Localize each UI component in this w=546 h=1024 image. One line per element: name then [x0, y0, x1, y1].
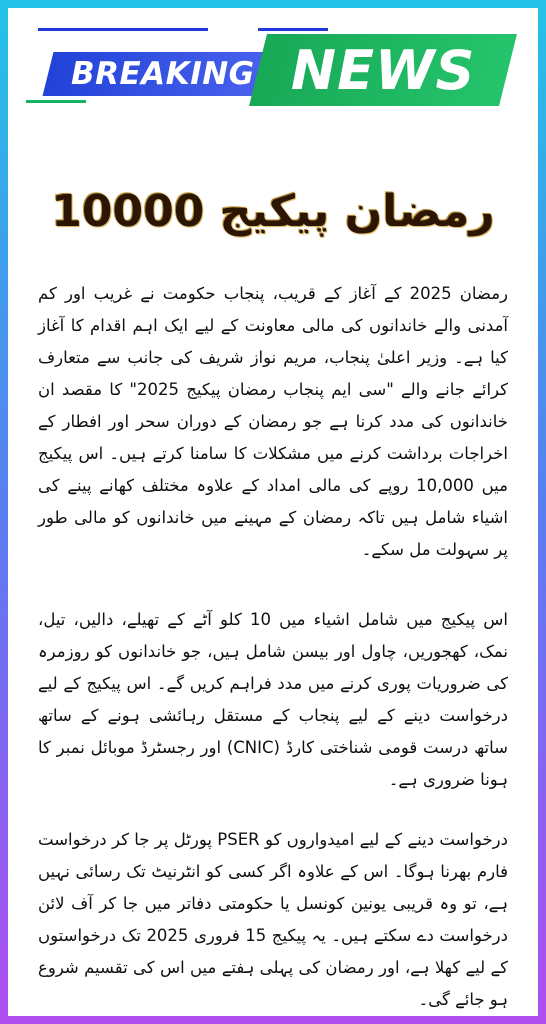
decor-stripe: [258, 28, 328, 31]
news-label-box: [249, 34, 517, 106]
article-paragraph-3: درخواست دینے کے لیے امیدواروں کو PSER پورٹل پر جا کر درخواست فارم بھرنا ہوگا۔ اس کے علاوہ اگر کسی کو انٹرنیٹ تک رسائی نہیں ہے، تو وہ قریبی یونین کونسل یا حکومتی دفاتر میں جا کر آف لائن درخواست دے سکتے ہیں۔ یہ پیکیج 15 فروری 2025 تک درخواستوں کے لیے کھلا ہے، اور رمضان کی پہلی ہفتے میں اس کی تقسیم شروع ہو جائے گی۔: [38, 830, 509, 1009]
decor-stripe: [38, 28, 208, 31]
decor-stripe: [26, 100, 86, 103]
article-paragraph-2: اس پیکیج میں شامل اشیاء میں 10 کلو آٹے کے تھیلے، دالیں، تیل، نمک، کھجوریں، چاول اور بیسن شامل ہیں، جو خاندانوں کو روزمرہ کی ضروریات پوری کرنے میں مدد فراہم کریں گے۔ اس پیکیج کے لیے درخواست دینے کے لیے پنجاب کے مستقل رہائشی ہونے کے ساتھ ساتھ درست قومی شناختی کارڈ (CNIC) اور رجسٹرڈ موبائل نمبر کا ہونا ضروری ہے۔: [38, 610, 508, 789]
page-title: رمضان پیکیج 10000: [51, 185, 495, 237]
news-card: [8, 8, 538, 1016]
article-paragraph-1: رمضان 2025 کے آغاز کے قریب، پنجاب حکومت نے غریب اور کم آمدنی والے خاندانوں کی مالی معاونت کے لیے ایک اہم اقدام کا آغاز کیا ہے۔ وزیر اعلیٰ پنجاب، مریم نواز شریف کی جانب سے متعارف کرائے جانے والے "سی ایم پنجاب رمضان پیکیج 2025" کا مقصد ان خاندانوں کی مدد کرنا ہے جو رمضان کے دوران سحر اور افطار کے اخراجات برداشت کرنے میں مشکلات کا سامنا کرتے ہیں۔ اس پیکیج میں 10,000 روپے کی مالی امداد کے علاوہ مختلف کھانے پینے کی اشیاء شامل ہیں تاکہ رمضان کے مہینے میں خاندانوں کو مالی طور پر سہولت مل سکے۔: [38, 284, 508, 559]
news-label: NEWS: [290, 38, 476, 102]
breaking-label: BREAKING: [71, 56, 255, 92]
breaking-news-banner: [8, 8, 538, 118]
breaking-label-box: [43, 52, 284, 96]
